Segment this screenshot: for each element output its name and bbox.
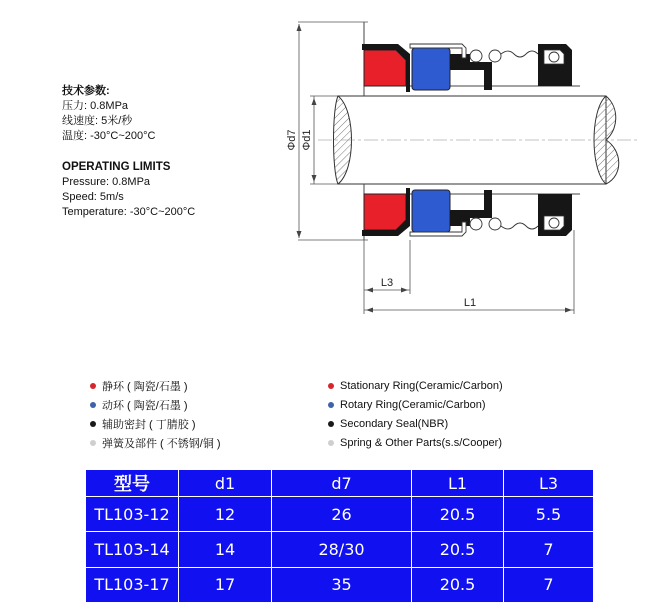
legend-label: 辅助密封 ( 丁腈胶 ) (102, 418, 196, 431)
legend-dot-icon (90, 440, 96, 446)
stationary-ring-top (364, 50, 406, 86)
legend-item-stationary-ring-cn (90, 376, 221, 395)
legend-dot-icon (328, 440, 334, 446)
legend-item-spring-cn (90, 433, 221, 452)
params-cn-temperature: 温度: -30°C~200°C (62, 130, 156, 142)
stationary-ring-bottom (364, 194, 406, 230)
legend-item-spring-en (328, 433, 503, 452)
spring-top (470, 50, 538, 62)
cell-model: TL103-17 (86, 567, 179, 602)
cell-l1: 20.5 (412, 497, 504, 532)
cell-l3: 7 (504, 567, 594, 602)
legend-label: Stationary Ring(Ceramic/Carbon) (340, 379, 503, 392)
params-en-speed: Speed: 5m/s (62, 191, 124, 203)
cell-l1: 20.5 (412, 532, 504, 567)
table-row (86, 532, 594, 567)
rotary-ring-bottom (412, 190, 450, 232)
legend-label: Rotary Ring(Ceramic/Carbon) (340, 398, 486, 411)
params-cn-heading: 技术参数: (62, 85, 110, 97)
header-model: 型号 (86, 470, 179, 497)
legend-dot-icon (90, 402, 96, 408)
legend-label: Secondary Seal(NBR) (340, 417, 449, 430)
params-cn-pressure: 压力: 0.8MPa (62, 100, 129, 112)
seal-top-half (362, 44, 572, 92)
label-l3: L3 (380, 277, 394, 289)
legend-label: 静环 ( 陶瓷/石墨 ) (102, 380, 188, 393)
header-l3: L3 (504, 470, 594, 497)
table-row (86, 497, 594, 532)
cell-l3: 7 (504, 532, 594, 567)
legend-label: 弹簧及部件 ( 不锈钢/铜 ) (102, 437, 221, 450)
legend-label: 动环 ( 陶瓷/石墨 ) (102, 399, 188, 412)
params-cn-speed: 线速度: 5米/秒 (62, 115, 133, 127)
shaft (318, 96, 640, 184)
seal-bottom-half (362, 188, 572, 236)
legend-dot-icon (328, 402, 334, 408)
params-en-pressure: Pressure: 0.8MPa (62, 176, 151, 188)
spring-bottom (470, 218, 538, 230)
cell-model: TL103-12 (86, 497, 179, 532)
label-d1: Φd1 (301, 129, 313, 151)
cell-d7: 35 (272, 567, 412, 602)
spec-table (85, 469, 594, 603)
label-l1: L1 (463, 297, 477, 309)
legend-dot-icon (328, 383, 334, 389)
legend-item-secondary-seal-cn (90, 414, 221, 433)
cell-l3: 5.5 (504, 497, 594, 532)
header-d7: d7 (272, 470, 412, 497)
header-d1: d1 (179, 470, 272, 497)
cell-d7: 26 (272, 497, 412, 532)
header-l1: L1 (412, 470, 504, 497)
label-d7: Φd7 (286, 129, 298, 151)
legend-chinese (90, 376, 221, 452)
legend-item-secondary-seal-en (328, 414, 503, 433)
rotary-ring-top (412, 48, 450, 90)
cell-l1: 20.5 (412, 567, 504, 602)
legend-item-rotary-ring-en (328, 395, 503, 414)
legend-dot-icon (90, 421, 96, 427)
cell-d1: 17 (179, 567, 272, 602)
legend-label: Spring & Other Parts(s.s/Cooper) (340, 436, 503, 449)
params-en-heading: OPERATING LIMITS (62, 161, 171, 173)
cell-d1: 14 (179, 532, 272, 567)
legend-english (328, 376, 503, 452)
cell-d7: 28/30 (272, 532, 412, 567)
table-header-row (86, 470, 594, 497)
legend-item-stationary-ring-en (328, 376, 503, 395)
params-en-temperature: Temperature: -30°C~200°C (62, 206, 196, 218)
legend-item-rotary-ring-cn (90, 395, 221, 414)
legend-dot-icon (90, 383, 96, 389)
cell-model: TL103-14 (86, 532, 179, 567)
table-row (86, 567, 594, 602)
cell-d1: 12 (179, 497, 272, 532)
legend-dot-icon (328, 421, 334, 427)
